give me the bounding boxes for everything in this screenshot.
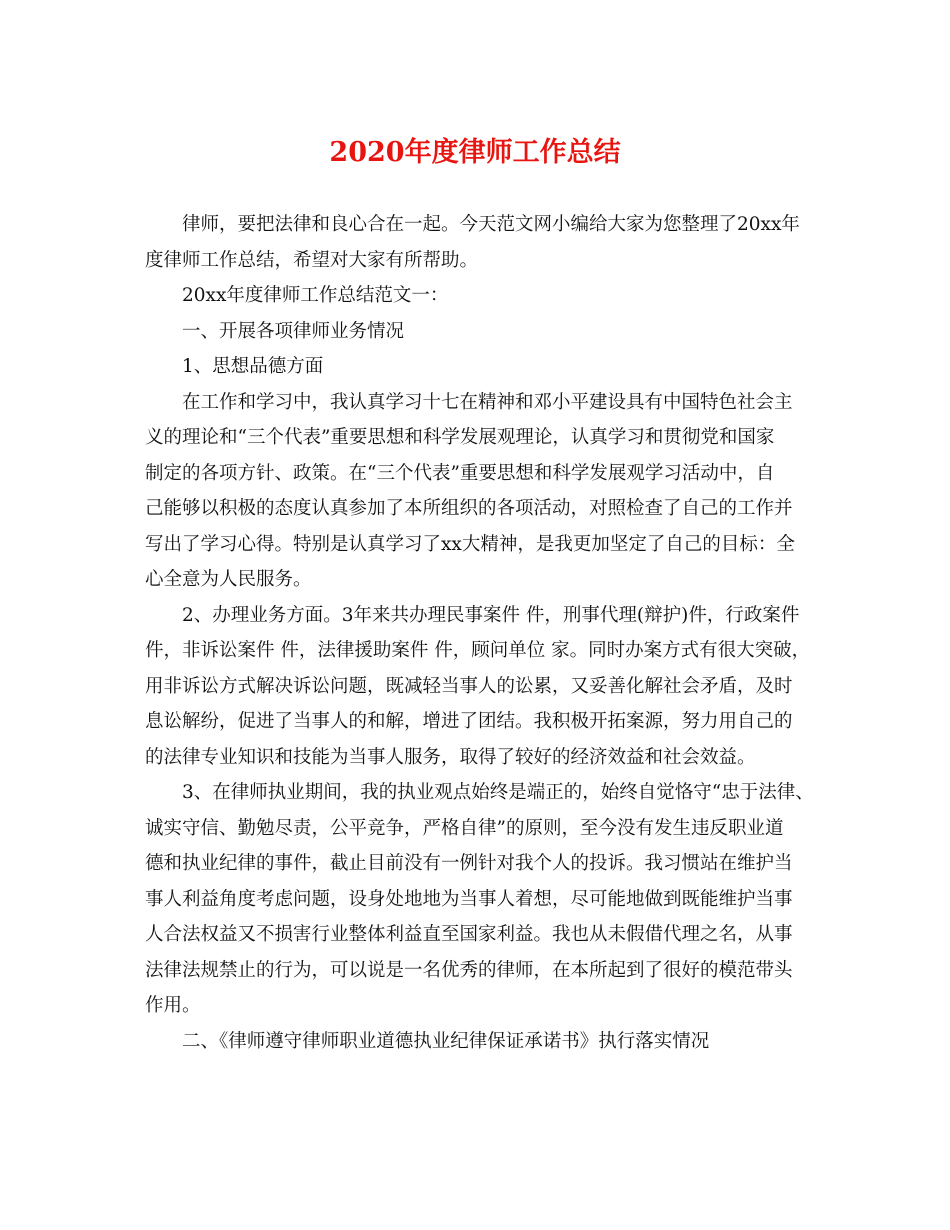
paragraph-line: 度律师工作总结，希望对大家有所帮助。 (145, 249, 479, 271)
paragraph-line: 作用。 (145, 995, 201, 1016)
paragraph-line: 心全意为人民服务。 (145, 569, 312, 590)
paragraph-line: 2、办理业务方面。3年来共办理民事案件 件，刑事代理(辩护)件，行政案件 (182, 604, 800, 626)
paragraph-line: 在工作和学习中，我认真学习十七在精神和邓小平建设具有中国特色社会主 (182, 391, 793, 413)
paragraph-line: 律师，要把法律和良心合在一起。今天范文网小编给大家为您整理了20xx年 (182, 214, 800, 235)
paragraph-line: 件，非诉讼案件 件，法律援助案件 件，顾问单位 家。同时办案方式有很大突破， (145, 640, 811, 661)
paragraph-line: 己能够以积极的态度认真参加了本所组织的各项活动，对照检查了自己的工作并 (145, 498, 793, 519)
paragraph-line: 事人利益角度考虑问题，设身处地地为当事人着想，尽可能地做到既能维护当事 (145, 888, 793, 910)
paragraph-line: 用非诉讼方式解决诉讼问题，既减轻当事人的讼累，又妥善化解社会矛盾，及时 (145, 675, 793, 697)
paragraph-line: 3、在律师执业期间，我的执业观点始终是端正的，始终自觉恪守“忠于法律、 (182, 782, 814, 803)
subsection-heading: 1、思想品德方面 (182, 356, 324, 377)
section-heading: 二、《律师遵守律师职业道德执业纪律保证承诺书》执行落实情况 (182, 1030, 710, 1052)
paragraph-line: 写出了学习心得。特别是认真学习了xx大精神，是我更加坚定了自己的目标：全 (145, 533, 795, 555)
paragraph-line: 诚实守信、勤勉尽责，公平竞争，严格自律”的原则，至今没有发生违反职业道 (145, 817, 784, 839)
paragraph-line: 人合法权益又不损害行业整体利益直至国家利益。我也从未假借代理之名，从事 (145, 924, 793, 945)
paragraph-line: 息讼解纷，促进了当事人的和解，增进了团结。我积极开拓案源，努力用自己的 (145, 711, 793, 732)
section-heading: 一、开展各项律师业务情况 (182, 320, 405, 342)
document-title: 2020年度律师工作总结 (329, 137, 621, 168)
paragraph-line: 法律法规禁止的行为，可以说是一名优秀的律师，在本所起到了很好的模范带头 (145, 959, 793, 981)
paragraph-line: 德和执业纪律的事件，截止目前没有一例针对我个人的投诉。我习惯站在维护当 (145, 853, 793, 874)
paragraph-line: 制定的各项方针、政策。在“三个代表”重要思想和科学发展观学习活动中，自 (145, 462, 775, 484)
document-body (145, 207, 814, 1059)
paragraph-line: 义的理论和“三个代表”重要思想和科学发展观理论，认真学习和贯彻党和国家 (145, 427, 775, 448)
paragraph-line: 20xx年度律师工作总结范文一： (182, 285, 449, 306)
paragraph-line: 的法律专业知识和技能为当事人服务，取得了较好的经济效益和社会效益。 (145, 746, 756, 768)
